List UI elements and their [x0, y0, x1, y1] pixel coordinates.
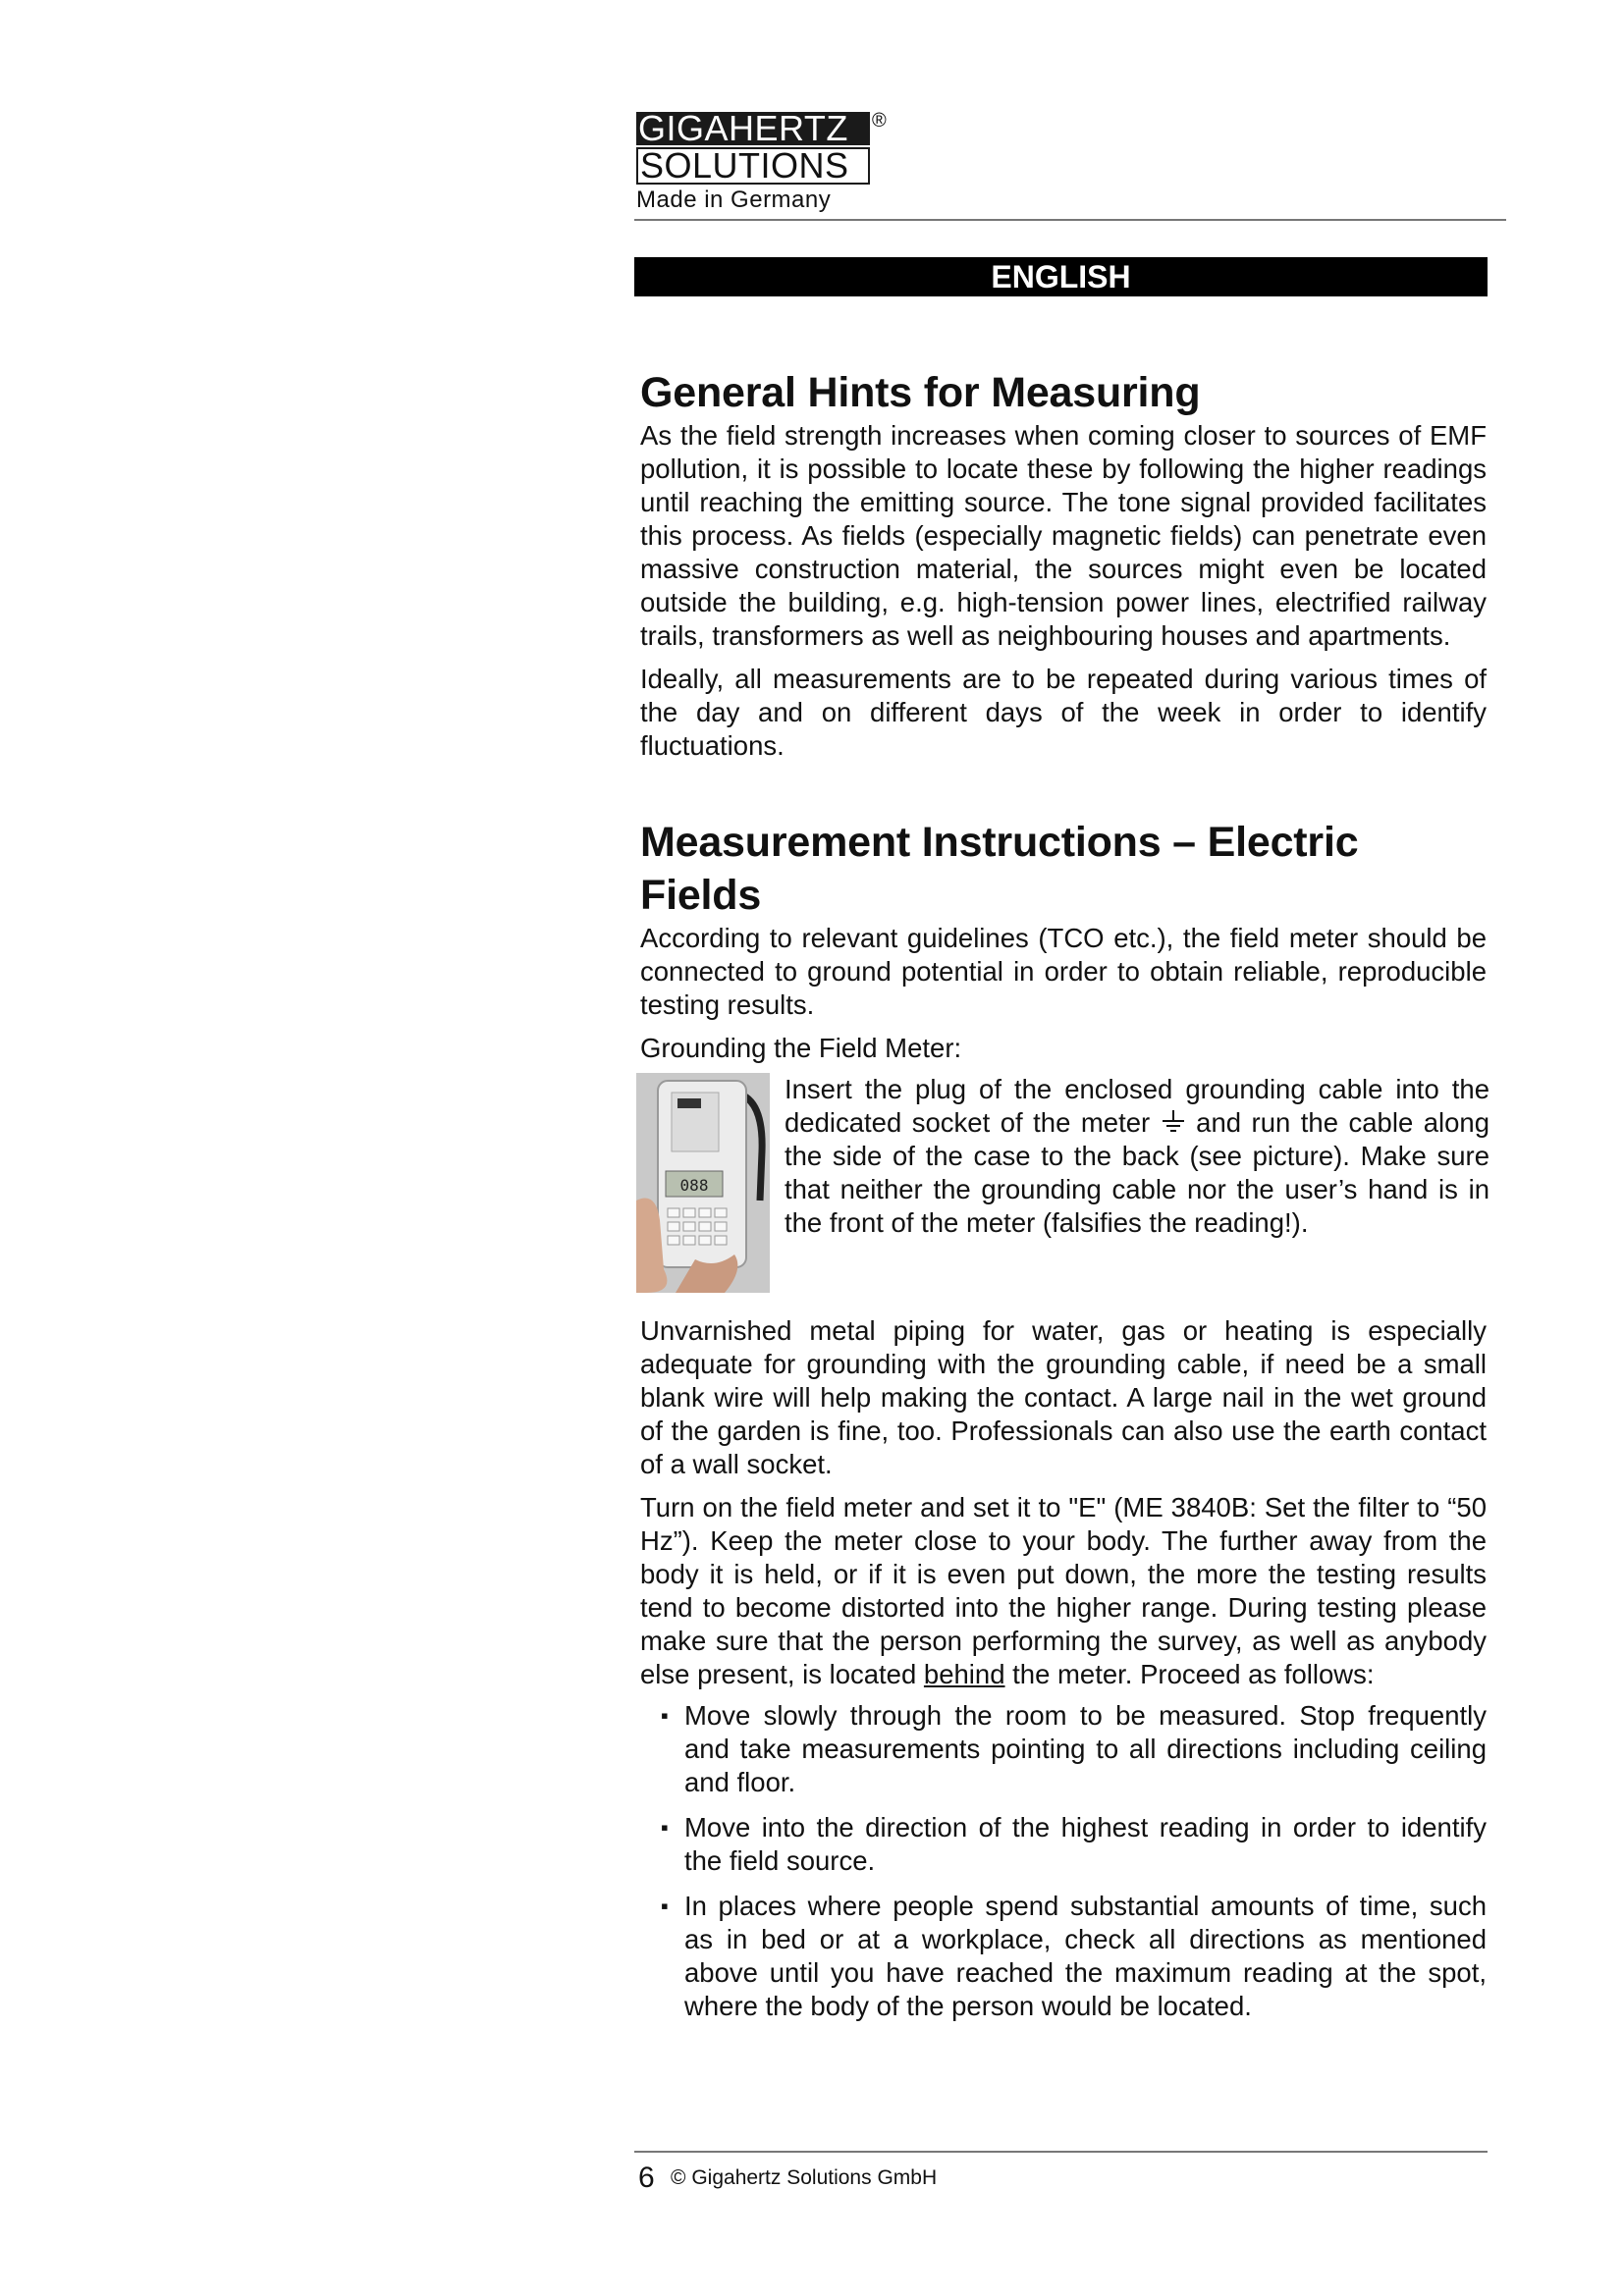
paragraph-part-1: Turn on the field meter and set it to "E" (ME 3840B: Set the filter to “50 Hz”). Keep the meter close to your body. The further away from the body it is held, or if it is even put down, the more the testing results tend to become distorted into the higher range. During testing please make sure that the person performing the survey, as well as anybody else present, is located [640, 1492, 1487, 1689]
grounding-figure [640, 1073, 1490, 1293]
page-footer [638, 2162, 937, 2195]
logo-line-gigahertz: GIGAHERTZ [636, 112, 870, 145]
list-item-text: Move into the direction of the highest reading in order to identify the field source. [684, 1812, 1487, 1876]
paragraph: According to relevant guidelines (TCO etc.), the field meter should be connected to ground potential in order to obtain reliable, reproducible testing results. [640, 923, 1487, 1020]
underlined-word: behind [923, 1659, 1005, 1689]
bullet-marker: ▪ [661, 1894, 669, 1918]
header-divider [634, 219, 1506, 221]
section-heading-general-hints: General Hints for Measuring [640, 369, 1201, 416]
page-number: 6 [638, 2162, 655, 2194]
language-banner: ENGLISH [634, 257, 1488, 296]
registered-mark: ® [872, 110, 887, 132]
subheading-grounding: Grounding the Field Meter: [640, 1033, 962, 1063]
main-content [640, 366, 1490, 2035]
figure-caption [785, 1073, 1489, 1240]
company-logo [636, 108, 887, 214]
figure-text-part-2: and run the cable along the side of the case to the back (see picture). Make sure that neither the grounding cable nor the user’s hand is in the front of the meter (falsifies the reading!). [785, 1107, 1490, 1238]
list-item [661, 1890, 1487, 2023]
figure-text-part-1: Insert the plug of the enclosed grounding cable into the dedicated socket of the meter [785, 1074, 1489, 1138]
list-item-text: In places where people spend substantial amounts of time, such as in bed or at a workplace, check all directions as mentioned above until you have reached the maximum reading at the spot, where the body of the person would be located. [684, 1891, 1487, 2021]
paragraph: Unvarnished metal piping for water, gas or heating is especially adequate for grounding with the grounding cable, if need be a small blank wire will help making the contact. A large nail in the wet ground of the garden is fine, too. Professionals can also use the earth contact of a wall socket. [640, 1315, 1487, 1479]
paragraph [640, 1491, 1487, 1691]
logo-tagline: Made in Germany [636, 187, 832, 213]
bullet-marker: ▪ [661, 1815, 669, 1840]
bullet-marker: ▪ [661, 1703, 669, 1728]
copyright-notice: © Gigahertz Solutions GmbH [671, 2166, 938, 2189]
ground-symbol-icon [1161, 1109, 1186, 1135]
list-item [661, 1811, 1487, 1878]
instruction-list [640, 1699, 1487, 2023]
paragraph: As the field strength increases when coming closer to sources of EMF pollution, it is possible to locate these by following the higher readings until reaching the emitting source. The tone signal provided facilitates this process. As fields (especially magnetic fields) can penetrate even massive construction material, the sources might even be located outside the building, e.g. high-tension power lines, electrified railway trails, transformers as well as neighbouring houses and apartments. [640, 420, 1487, 651]
meter-photo [636, 1073, 770, 1293]
paragraph-part-2: the meter. Proceed as follows: [1012, 1659, 1375, 1689]
list-item-text: Move slowly through the room to be measured. Stop frequently and take measurements pointing to all directions including ceiling and floor. [684, 1700, 1487, 1797]
logo-line-solutions: SOLUTIONS [636, 147, 870, 185]
paragraph: Ideally, all measurements are to be repeated during various times of the day and on different days of the week in order to identify fluctuations. [640, 664, 1487, 761]
svg-text:088: 088 [679, 1176, 709, 1195]
footer-divider [634, 2151, 1488, 2153]
list-item [661, 1699, 1487, 1799]
section-heading-electric-fields: Measurement Instructions – Electric Fields [640, 819, 1359, 919]
